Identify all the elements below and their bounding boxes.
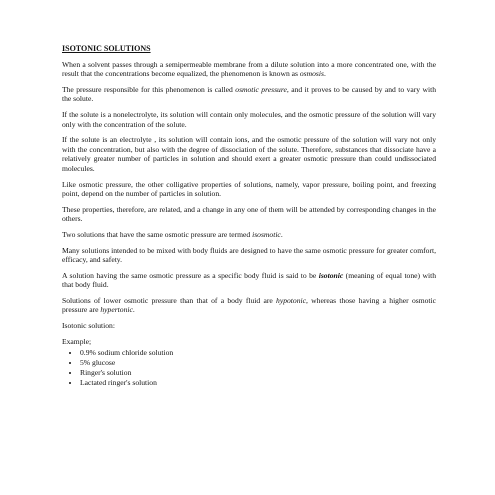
paragraph-hypotonic bbox=[62, 296, 436, 315]
term-osmosis: osmosis bbox=[299, 69, 324, 79]
paragraph-text-end: , and it proves to be caused by and to vary with the solute. bbox=[62, 84, 436, 104]
term-hypertonic: hypertonic bbox=[100, 305, 133, 315]
term-isotonic: isotonic bbox=[318, 270, 344, 280]
paragraph-text: Two solutions that have the same osmotic pressure are termed bbox=[62, 229, 253, 239]
document-page bbox=[62, 44, 436, 388]
example-list bbox=[62, 348, 436, 388]
paragraph-text-end: . bbox=[280, 229, 283, 239]
paragraph-nonelectrolyte: If the solute is a nonelectrolyte, its solution will contain only molecules, and the osmotic pressure of the solution will vary only with the concentration of the solute. bbox=[62, 109, 436, 129]
document-title: ISOTONIC SOLUTIONS bbox=[62, 44, 151, 53]
paragraph-properties: These properties, therefore, are related, and a change in any one of them will be attended by corresponding changes in the others. bbox=[62, 204, 436, 224]
list-item: • 0.9% sodium chloride solution bbox=[80, 348, 436, 358]
paragraph-text: The pressure responsible for this phenomenon is called bbox=[62, 84, 236, 94]
list-item: • Lactated ringer's solution bbox=[80, 378, 436, 388]
paragraph-text: Solutions of lower osmotic pressure than that of a body fluid are bbox=[62, 295, 277, 305]
paragraph-electrolyte: If the solute is an electrolyte , its solution will contain ions, and the osmotic pressure of the solution will vary not only with the concentration, but also with the degree of dissociation of the solute. Therefore, substances that dissociate have a relatively greater number of particles in solution and should exert a greater osmotic pressure than could undissociated molecules. bbox=[62, 135, 436, 173]
paragraph-text: When a solvent passes through a semipermeable membrane from a dilute solution into a more concentrated one, with the result that the concentrations become equalized, the phenomenon is known as bbox=[62, 59, 436, 79]
isotonic-solution-label: Isotonic solution: bbox=[62, 321, 115, 331]
example-label: Example; bbox=[62, 336, 92, 346]
paragraph-isotonic bbox=[62, 271, 436, 290]
paragraph-text-end: . bbox=[323, 69, 326, 79]
term-isosmotic: isosmotic bbox=[252, 229, 281, 239]
paragraph-text-end: . bbox=[132, 305, 135, 315]
paragraph-body-fluids: Many solutions intended to be mixed with body fluids are designed to have the same osmotic pressure for greater comfort, efficacy, and safety. bbox=[62, 245, 436, 265]
term-osmotic-pressure: osmotic pressure bbox=[235, 84, 287, 94]
term-hypotonic: hypotonic bbox=[276, 295, 306, 305]
paragraph-colligative: Like osmotic pressure, the other colligative properties of solutions, namely, vapor pressure, boiling point, and freezing point, depend on the number of particles in solution. bbox=[62, 179, 436, 199]
list-item: • Ringer's solution bbox=[80, 368, 436, 378]
paragraph-text-mid: , whereas those having a higher osmotic pressure are bbox=[62, 295, 436, 315]
paragraph-text-end: (meaning of equal tone) with that body fluid. bbox=[62, 270, 436, 290]
list-item: • 5% glucose bbox=[80, 358, 436, 368]
paragraph-isosmotic bbox=[62, 230, 436, 240]
paragraph-osmosis bbox=[62, 60, 436, 79]
paragraph-osmotic-pressure bbox=[62, 85, 436, 104]
paragraph-text: A solution having the same osmotic pressure as a specific body fluid is said to be bbox=[62, 270, 319, 280]
